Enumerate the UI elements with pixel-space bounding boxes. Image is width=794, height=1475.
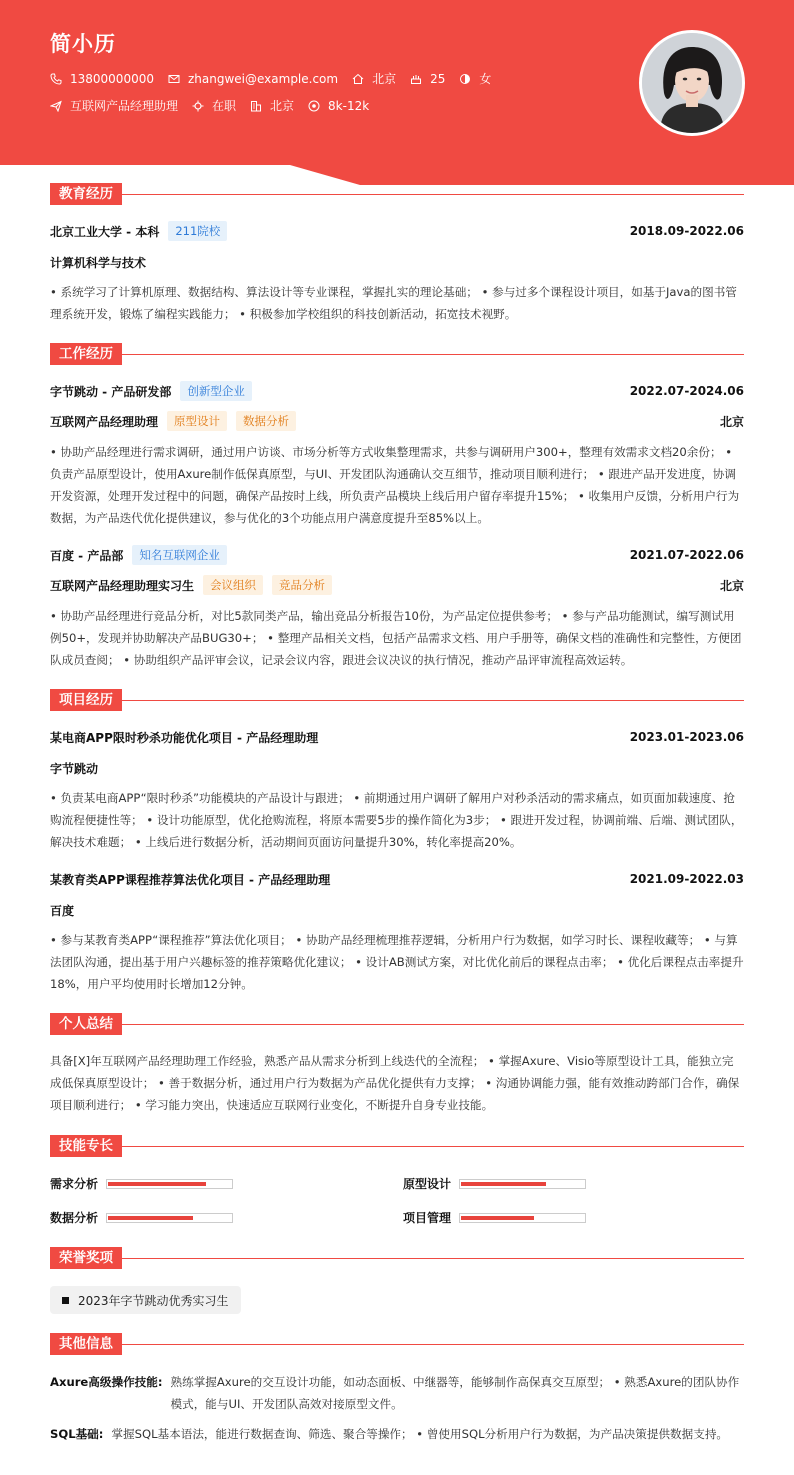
skill-bar-fill bbox=[461, 1216, 534, 1220]
bullet-square-icon bbox=[62, 1297, 69, 1304]
project-title: 某电商APP限时秒杀功能优化项目 - 产品经理助理 bbox=[50, 730, 319, 745]
summary-text: 具备[X]年互联网产品经理助理工作经验，熟悉产品从需求分析到上线迭代的全流程； • 掌握Axure、Visio等原型设计工具，能独立完成低保真原型设计； • 善于数据分析，通过用户行为数据为产品优化提供有力支撑； • 沟通协调能力强，能有效推动跨部门合作，确保项目顺利进行； • 学习能力突出，快速适应互联网行业变化，不断提升自身专业技能。 bbox=[50, 1054, 740, 1112]
skill-name: 数据分析 bbox=[50, 1211, 99, 1225]
skill-item bbox=[403, 1175, 586, 1192]
section-title: 工作经历 bbox=[50, 343, 122, 365]
project-description: • 负责某电商APP“限时秒杀”功能模块的产品设计与跟进； • 前期通过用户调研了解用户对秒杀活动的需求痛点，如页面加载速度、抢购流程便捷性等； • 设计功能原型，优化抢购流程，将原本需要5步的操作简化为3步； • 跟进开发过程，协调前端、后端、测试团队，解决技术难题； • 上线后进行数据分析，活动期间页面访问量提升30%，转化率提高20%。 bbox=[50, 791, 743, 849]
other-item bbox=[50, 1423, 744, 1445]
skill-bar-fill bbox=[108, 1216, 193, 1220]
major: 计算机科学与技术 bbox=[50, 256, 147, 270]
building-icon bbox=[250, 100, 262, 112]
project-org: 字节跳动 bbox=[50, 762, 99, 776]
phone-item bbox=[50, 72, 154, 86]
section-title: 其他信息 bbox=[50, 1333, 122, 1355]
email-item bbox=[168, 72, 338, 86]
resume-header bbox=[0, 0, 794, 185]
city-item bbox=[352, 70, 396, 87]
status-icon bbox=[192, 100, 204, 112]
education-description: • 系统学习了计算机原理、数据结构、算法设计等专业课程，掌握扎实的理论基础； • 参与过多个课程设计项目，如基于Java的图书管理系统开发，锻炼了编程实践能力； • 积极参加学校组织的科技创新活动，拓宽技术视野。 bbox=[50, 285, 737, 321]
skill-name: 原型设计 bbox=[403, 1177, 452, 1191]
work-header bbox=[50, 381, 744, 401]
send-icon bbox=[50, 100, 62, 112]
section-divider bbox=[50, 700, 744, 701]
section-divider bbox=[50, 354, 744, 355]
mail-icon bbox=[168, 73, 180, 85]
section-education bbox=[50, 183, 744, 205]
project-description: • 参与某教育类APP“课程推荐”算法优化项目； • 协助产品经理梳理推荐逻辑，分析用户行为数据，如学习时长、课程收藏等； • 与算法团队沟通，提出基于用户兴趣标签的推荐策略优化建议； • 设计AB测试方案，对比优化前后的课程点击率； • 优化后课程点击率提升18%，用户平均使用时长增加12分钟。 bbox=[50, 933, 744, 991]
award-text: 2023年字节跳动优秀实习生 bbox=[78, 1293, 229, 1308]
section-divider bbox=[50, 1344, 744, 1345]
work-date: 2021.07-2022.06 bbox=[629, 548, 744, 562]
status-text: 在职 bbox=[212, 99, 237, 113]
project-title: 某教育类APP课程推荐算法优化项目 - 产品经理助理 bbox=[50, 872, 331, 887]
skill-bar bbox=[459, 1213, 586, 1223]
other-key: SQL基础: bbox=[50, 1427, 104, 1441]
cake-icon bbox=[410, 73, 422, 85]
money-icon bbox=[308, 100, 320, 112]
project-date: 2023.01-2023.06 bbox=[629, 730, 744, 744]
salary-item bbox=[308, 99, 369, 113]
skill-item bbox=[50, 1209, 233, 1226]
section-other bbox=[50, 1333, 744, 1355]
skill-name: 项目管理 bbox=[403, 1211, 452, 1225]
skill-item bbox=[50, 1175, 233, 1192]
role-tag: 数据分析 bbox=[236, 411, 296, 431]
company-badge: 知名互联网企业 bbox=[132, 545, 227, 565]
section-divider bbox=[50, 1258, 744, 1259]
company-name: 字节跳动 - 产品研发部 bbox=[50, 384, 172, 399]
phone-icon bbox=[50, 73, 62, 85]
contact-row bbox=[50, 70, 505, 87]
project-org: 百度 bbox=[50, 904, 75, 918]
section-divider bbox=[50, 194, 744, 195]
job-intent-row bbox=[50, 97, 383, 114]
skill-bar bbox=[459, 1179, 586, 1189]
role-tag: 会议组织 bbox=[203, 575, 263, 595]
skill-item bbox=[403, 1209, 586, 1226]
work-description: • 协助产品经理进行竞品分析，对比5款同类产品，输出竞品分析报告10份，为产品定位提供参考； • 参与产品功能测试，编写测试用例50+，发现并协助解决产品BUG30+； • 整理产品相关文档，包括产品需求文档、用户手册等，确保文档的准确性和完整性，方便团队成员查阅； • 协助组织产品评审会议，记录会议内容，跟进会议决议的执行情况，推动产品评审流程高效运转。 bbox=[50, 609, 742, 667]
project-header bbox=[50, 727, 744, 747]
section-title: 荣誉奖项 bbox=[50, 1247, 122, 1269]
skill-bar-fill bbox=[461, 1182, 546, 1186]
work-city-item bbox=[250, 97, 294, 114]
section-divider bbox=[50, 1146, 744, 1147]
city-text: 北京 bbox=[372, 72, 397, 86]
phone-text: 13800000000 bbox=[70, 71, 154, 86]
home-icon bbox=[352, 73, 364, 85]
age-item bbox=[410, 72, 445, 86]
award-item bbox=[50, 1286, 241, 1314]
gender-icon bbox=[459, 73, 471, 85]
project-date: 2021.09-2022.03 bbox=[629, 872, 744, 886]
work-description: • 协助产品经理进行需求调研，通过用户访谈、市场分析等方式收集整理需求，共参与调研用户300+，整理有效需求文档20余份； • 负责产品原型设计，使用Axure制作低保真原型，与UI、开发团队沟通确认交互细节，推动项目顺利进行； • 跟进产品开发进度，协调开发资源，处理开发过程中的问题，确保产品按时上线，所负责产品模块上线后用户留存率提升15%； • 收集用户反馈，分析用户行为数据，为产品迭代优化提供建议，参与优化的3个功能点用户满意度提升至85%以上。 bbox=[50, 445, 740, 525]
other-key: Axure高级操作技能: bbox=[50, 1375, 163, 1389]
avatar-portrait bbox=[642, 33, 742, 133]
section-title: 项目经历 bbox=[50, 689, 122, 711]
education-header bbox=[50, 221, 744, 241]
skill-bar bbox=[106, 1213, 233, 1223]
gender-text: 女 bbox=[479, 72, 492, 86]
salary-text: 8k-12k bbox=[328, 98, 370, 113]
section-project bbox=[50, 689, 744, 711]
role-title: 互联网产品经理助理 bbox=[50, 414, 159, 429]
job-text: 互联网产品经理助理 bbox=[70, 99, 179, 113]
other-item bbox=[50, 1371, 744, 1415]
work-date: 2022.07-2024.06 bbox=[629, 384, 744, 398]
work-role-row bbox=[50, 575, 744, 595]
candidate-name: 简小历 bbox=[50, 32, 116, 56]
gender-item bbox=[459, 70, 491, 87]
work-city: 北京 bbox=[719, 414, 744, 429]
skill-bar-fill bbox=[108, 1182, 206, 1186]
role-tag: 竞品分析 bbox=[272, 575, 332, 595]
role-title: 互联网产品经理助理实习生 bbox=[50, 578, 195, 593]
company-badge: 创新型企业 bbox=[180, 381, 252, 401]
school-badge: 211院校 bbox=[168, 221, 227, 241]
company-name: 百度 - 产品部 bbox=[50, 548, 124, 563]
email-text: zhangwei@example.com bbox=[187, 71, 339, 86]
role-tag: 原型设计 bbox=[167, 411, 227, 431]
work-city-text: 北京 bbox=[270, 99, 295, 113]
project-header bbox=[50, 869, 744, 889]
education-date: 2018.09-2022.06 bbox=[629, 224, 744, 238]
work-role-row bbox=[50, 411, 744, 431]
work-header bbox=[50, 545, 744, 565]
job-item bbox=[50, 97, 178, 114]
school-name: 北京工业大学 - 本科 bbox=[50, 224, 160, 239]
section-divider bbox=[50, 1024, 744, 1025]
section-skills bbox=[50, 1135, 744, 1157]
skill-name: 需求分析 bbox=[50, 1177, 99, 1191]
work-city: 北京 bbox=[719, 578, 744, 593]
avatar bbox=[639, 30, 745, 136]
section-awards bbox=[50, 1247, 744, 1269]
other-value: 掌握SQL基本语法，能进行数据查询、筛选、聚合等操作； • 曾使用SQL分析用户行为数据，为产品决策提供数据支持。 bbox=[111, 1427, 729, 1441]
section-summary bbox=[50, 1013, 744, 1035]
section-title: 技能专长 bbox=[50, 1135, 122, 1157]
other-value: 熟练掌握Axure的交互设计功能，如动态面板、中继器等，能够制作高保真交互原型； • 熟悉Axure的团队协作模式，能与UI、开发团队高效对接原型文件。 bbox=[170, 1375, 740, 1411]
status-item bbox=[192, 97, 236, 114]
age-text: 25 bbox=[430, 71, 446, 86]
section-work bbox=[50, 343, 744, 365]
skill-bar bbox=[106, 1179, 233, 1189]
section-title: 教育经历 bbox=[50, 183, 122, 205]
section-title: 个人总结 bbox=[50, 1013, 122, 1035]
